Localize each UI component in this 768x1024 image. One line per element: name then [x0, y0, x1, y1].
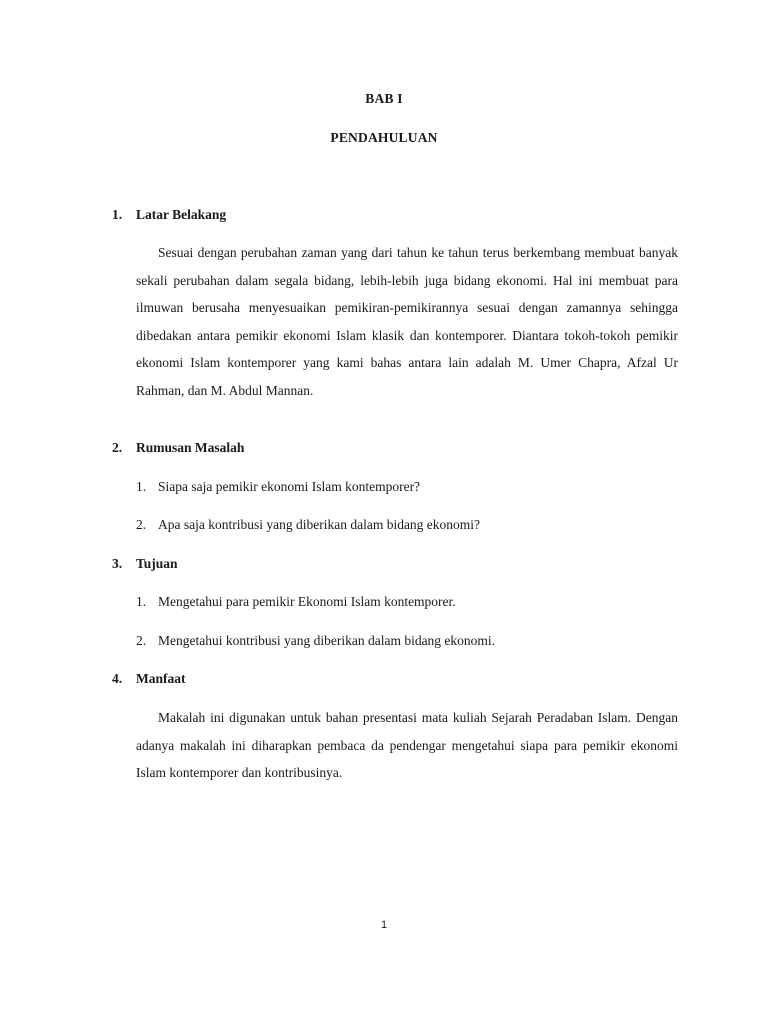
- list-item-text: Mengetahui kontribusi yang diberikan dalam bidang ekonomi.: [158, 633, 496, 648]
- list-item-number: 2.: [136, 633, 147, 648]
- section-1-heading: [112, 207, 226, 223]
- list-item-number: 2.: [136, 517, 147, 532]
- section-1-title: Latar Belakang: [136, 207, 227, 222]
- list-item-text: Mengetahui para pemikir Ekonomi Islam kontemporer.: [158, 594, 456, 609]
- section-1-paragraph: Sesuai dengan perubahan zaman yang dari tahun ke tahun terus berkembang membuat banyak sekali perubahan dalam segala bidang, lebih-lebih juga bidang ekonomi. Hal ini membuat para ilmuwan berusaha menyesuaikan pemikiran-pemikirannya sesuai dengan zamannya sehingga dibedakan antara pemikir ekonomi Islam klasik dan kontemporer. Diantara tokoh-tokoh pemikir ekonomi Islam kontemporer yang kami bahas antara lain adalah M. Umer Chapra, Afzal Ur Rahman, dan M. Abdul Mannan.: [136, 245, 678, 398]
- section-2-number: 2.: [112, 440, 123, 455]
- section-3-title: Tujuan: [136, 556, 178, 571]
- chapter-label: BAB I: [365, 91, 403, 106]
- section-2-list-item-2: [136, 517, 480, 533]
- list-item-number: 1.: [136, 594, 147, 609]
- chapter-title: PENDAHULUAN: [330, 130, 438, 145]
- section-4-heading: [112, 671, 186, 687]
- section-2-heading: [112, 440, 244, 456]
- section-3-list-item-2: [136, 633, 495, 649]
- page-number: 1: [380, 919, 388, 931]
- list-item-number: 1.: [136, 479, 147, 494]
- section-2-title: Rumusan Masalah: [136, 440, 245, 455]
- section-1-number: 1.: [112, 207, 123, 222]
- section-3-list-item-1: [136, 594, 456, 610]
- section-4-number: 4.: [112, 671, 123, 686]
- list-item-text: Apa saja kontribusi yang diberikan dalam bidang ekonomi?: [158, 517, 481, 532]
- section-3-heading: [112, 556, 178, 572]
- section-4-title: Manfaat: [136, 671, 186, 686]
- list-item-text: Siapa saja pemikir ekonomi Islam kontemporer?: [158, 479, 421, 494]
- section-4-paragraph: Makalah ini digunakan untuk bahan presentasi mata kuliah Sejarah Peradaban Islam. Dengan adanya makalah ini diharapkan pembaca da pendengar mengetahui siapa para pemikir ekonomi Islam kontemporer dan kontribusinya.: [136, 710, 678, 780]
- section-3-number: 3.: [112, 556, 123, 571]
- section-2-list-item-1: [136, 479, 420, 495]
